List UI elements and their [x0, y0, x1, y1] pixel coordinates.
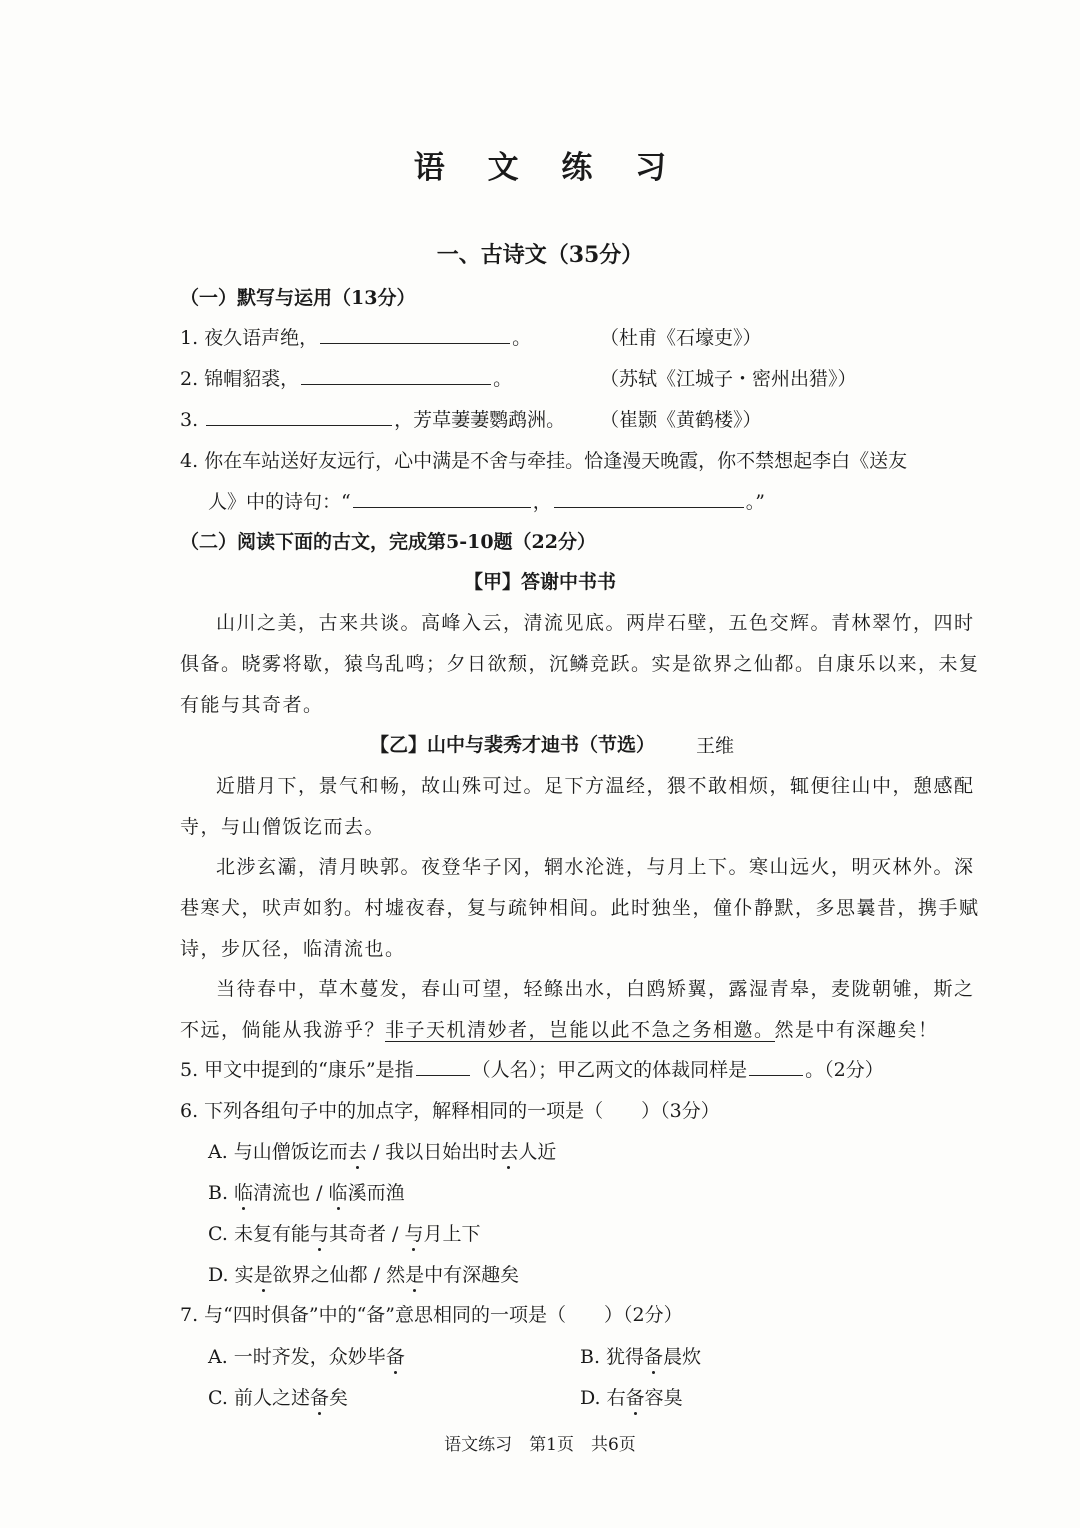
text-jia-title: 【甲】答谢中书书 [463, 571, 616, 593]
question-3 [180, 405, 565, 432]
dotted-char: 临 [234, 1182, 254, 1204]
q7-option-d [580, 1383, 683, 1410]
q6-option-a [208, 1137, 556, 1164]
dotted-char: 备 [385, 1346, 405, 1368]
page-title: 语 文 练 习 [413, 150, 683, 186]
q2-text: 2. 锦帽貂裘， [180, 368, 300, 390]
dotted-char: 去 [499, 1141, 519, 1163]
q3-number: 3. [180, 409, 205, 431]
question-1 [180, 323, 531, 350]
q4-end: 。” [745, 491, 765, 513]
q7d-text-end: 容臭 [644, 1387, 683, 1409]
text-yi-title: 【乙】山中与裴秀才迪书（节选） [370, 734, 656, 756]
q6b-text-2: 清流也 / [253, 1182, 329, 1204]
q6d-text-2: 欲界之仙都 / 然 [272, 1264, 406, 1286]
yi-p3-line-1: 当待春中，草木蔓发，春山可望，轻鲦出水，白鸥矫翼，露湿青皋，麦陇朝雊，斯之 [216, 978, 975, 1000]
q6c-text-3: 月上下 [423, 1223, 481, 1245]
dotted-char: 备 [625, 1387, 645, 1409]
q6a-text-1: A. 与山僧饭讫而 [208, 1141, 348, 1163]
page-footer: 语文练习 第1页 共6页 [444, 1435, 636, 1455]
yi-p3-line-2 [180, 1015, 939, 1042]
q6c-text-2: 其奇者 / [328, 1223, 405, 1245]
dotted-char: 去 [347, 1141, 367, 1163]
q7d-text: D. 右 [580, 1387, 626, 1409]
question-7-stem: 7. 与“四时俱备”中的“备”意思相同的一项是（ ）（2分） [180, 1304, 683, 1326]
jia-line-2: 俱备。晓雾将歇，猿鸟乱鸣；夕日欲颓，沉鳞竞跃。实是欲界之仙都。自康乐以来，未复 [180, 653, 980, 675]
jia-line-3: 有能与其奇者。 [180, 694, 324, 716]
question-4-line2 [208, 487, 765, 514]
q6-option-d [208, 1260, 519, 1287]
question-6-stem: 6. 下列各组句子中的加点字，解释相同的一项是（ ）（3分） [180, 1100, 720, 1122]
q3-text: ，芳草萋萋鹦鹉洲。 [394, 409, 566, 431]
q6b-text-3: 溪而渔 [347, 1182, 405, 1204]
q4-comma: ， [532, 491, 552, 513]
yi-p2-line-3: 诗，步仄径，临清流也。 [180, 938, 406, 960]
question-2 [180, 364, 512, 391]
jia-line-1: 山川之美，古来共谈。高峰入云，清流见底。两岸石壁，五色交辉。青林翠竹，四时 [216, 612, 975, 634]
section-heading: 一、古诗文（35分） [436, 242, 644, 268]
q2-end: 。 [493, 368, 513, 390]
q6d-text-1: D. 实 [208, 1264, 254, 1286]
q7-option-c [208, 1383, 348, 1410]
question-5 [180, 1055, 884, 1082]
question-4-line1: 4. 你在车站送好友远行，心中满是不舍与牵挂。恰逢漫天晚霞，你不禁想起李白《送友 [180, 450, 908, 472]
dotted-char: 备 [644, 1346, 664, 1368]
answer-blank [301, 366, 491, 385]
q7b-text: B. 犹得 [580, 1346, 645, 1368]
dotted-char: 临 [328, 1182, 348, 1204]
yi-p3-text-b: 然是中有深趣矣！ [774, 1019, 939, 1041]
q6d-text-3: 中有深趣矣 [424, 1264, 520, 1286]
q7c-text: C. 前人之述 [208, 1387, 310, 1409]
answer-blank [206, 407, 392, 426]
q7b-text-end: 晨炊 [663, 1346, 702, 1368]
q6-option-b [208, 1178, 405, 1205]
yi-p1-line-2: 寺，与山僧饭讫而去。 [180, 816, 386, 838]
yi-p2-line-1: 北涉玄灞，清月映郭。夜登华子冈，辋水沦涟，与月上下。寒山远火，明灭林外。深 [216, 856, 975, 878]
answer-blank [353, 489, 531, 508]
subsection-heading-2: （二）阅读下面的古文，完成第5-10题（22分） [180, 531, 596, 553]
answer-blank [416, 1057, 470, 1076]
answer-blank [554, 489, 744, 508]
q6a-text-2: / 我以日始出时 [366, 1141, 500, 1163]
yi-p2-line-2: 巷寒犬，吠声如豹。村墟夜舂，复与疏钟相间。此时独坐，僮仆静默，多思曩昔，携手赋 [180, 897, 980, 919]
dotted-char: 是 [405, 1264, 425, 1286]
q7-option-a [208, 1342, 405, 1369]
q6b-text-1: B. [208, 1182, 235, 1204]
q5-text-c: 。（2分） [805, 1059, 884, 1081]
q5-text-b: （人名）；甲乙两文的体裁同样是 [471, 1059, 748, 1081]
dotted-char: 是 [253, 1264, 273, 1286]
q3-source: （崔颢《黄鹤楼》） [600, 409, 762, 431]
underlined-sentence: 非子天机清妙者，岂能以此不急之务相邀。 [385, 1019, 775, 1041]
q4-text: 人》中的诗句：“ [208, 491, 351, 513]
q1-end: 。 [512, 327, 532, 349]
q1-text: 1. 夜久语声绝， [180, 327, 319, 349]
q7-option-b [580, 1342, 701, 1369]
dotted-char: 与 [404, 1223, 424, 1245]
yi-p3-text-a: 不远，倘能从我游乎？ [180, 1019, 386, 1041]
yi-p1-line-1: 近腊月下，景气和畅，故山殊可过。足下方温经，猥不敢相烦，辄便往山中，憩感配 [216, 775, 975, 797]
answer-blank [749, 1057, 803, 1076]
text-yi-author: 王维 [696, 735, 735, 757]
q6c-text-1: C. 未复有能 [208, 1223, 310, 1245]
q6-option-c [208, 1219, 480, 1246]
q1-source: （杜甫《石壕吏》） [600, 327, 762, 349]
q6a-text-3: 人近 [518, 1141, 557, 1163]
q5-text-a: 5. 甲文中提到的“康乐”是指 [180, 1059, 414, 1081]
answer-blank [320, 325, 510, 344]
dotted-char: 与 [309, 1223, 329, 1245]
q7c-text-end: 矣 [328, 1387, 348, 1409]
subsection-heading-1: （一）默写与运用（13分） [180, 287, 416, 309]
q2-source: （苏轼《江城子・密州出猎》） [600, 368, 857, 390]
dotted-char: 备 [309, 1387, 329, 1409]
q7a-text: A. 一时齐发，众妙毕 [208, 1346, 386, 1368]
